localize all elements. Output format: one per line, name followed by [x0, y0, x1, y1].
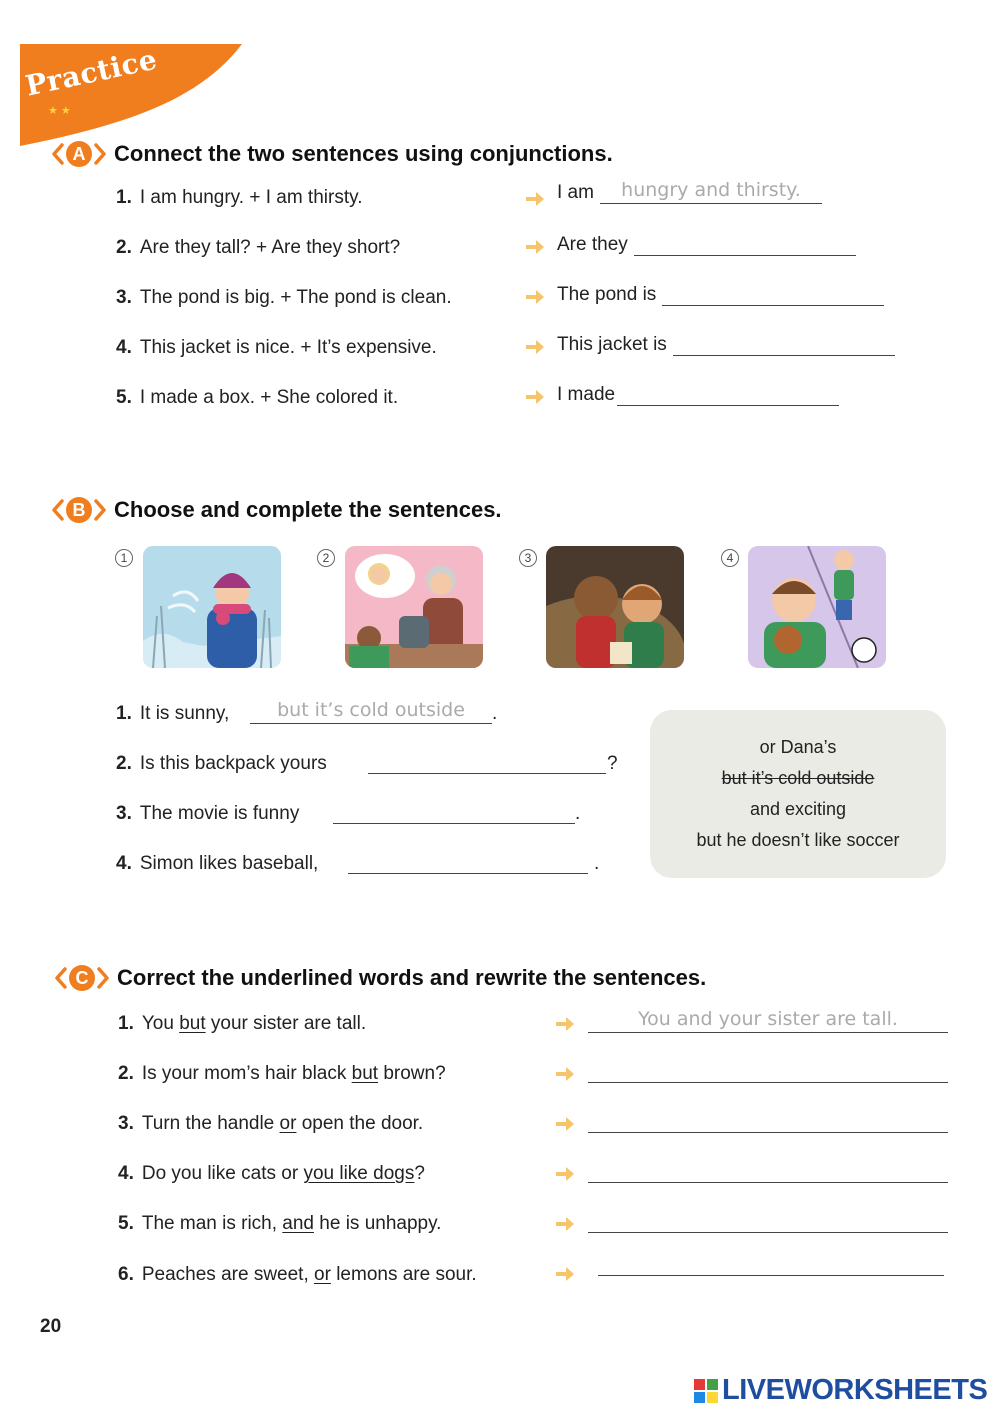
c-answer-blank-1[interactable]: You and your sister are tall. — [588, 1007, 948, 1033]
arrow-icon — [525, 389, 545, 405]
a-answer-1: I am hungry and thirsty. — [557, 180, 822, 204]
a-answer-5: I made — [557, 382, 839, 406]
c-question-2: 2. Is your mom’s hair black but brown? — [118, 1063, 446, 1084]
b-question-2: 2. Is this backpack yours — [116, 753, 327, 774]
picture-number-2: 2 — [317, 549, 335, 567]
c-question-5: 5. The man is rich, and he is unhappy. — [118, 1213, 442, 1234]
a-answer-blank-5[interactable] — [617, 382, 839, 406]
arrow-icon — [555, 1266, 575, 1282]
arrow-icon — [555, 1216, 575, 1232]
c-answer-blank-2[interactable] — [588, 1057, 948, 1083]
c-question-1: 1. You but your sister are tall. — [118, 1013, 367, 1034]
section-b-title: Choose and complete the sentences. — [114, 497, 502, 522]
c-question-4: 4. Do you like cats or you like dogs? — [118, 1163, 425, 1184]
b-question-1: 1. It is sunny, — [116, 703, 230, 724]
b-answer-blank-2[interactable] — [368, 748, 606, 774]
section-b-header — [52, 496, 502, 524]
b-answer-blank-4[interactable] — [348, 848, 588, 874]
a-question-3: 3. The pond is big. + The pond is clean. — [116, 287, 452, 308]
a-question-5: 5. I made a box. + She colored it. — [116, 387, 399, 408]
word-option-4[interactable]: but he doesn’t like soccer — [696, 830, 900, 850]
picture-number-3: 3 — [519, 549, 537, 567]
star-icon: ★ ★ — [48, 105, 71, 117]
b-answer-blank-1[interactable]: but it’s cold outside — [250, 698, 492, 724]
picture-number-1: 1 — [115, 549, 133, 567]
b-end-4: . — [594, 853, 600, 874]
section-a-header — [52, 140, 613, 168]
section-a-title: Connect the two sentences using conjunctions. — [114, 141, 613, 166]
arrow-icon — [555, 1116, 575, 1132]
b-end-3: . — [575, 803, 581, 824]
section-b-badge: B — [52, 496, 106, 524]
word-option-3[interactable]: and exciting — [749, 799, 847, 819]
word-option-1[interactable]: or Dana’s — [759, 737, 837, 757]
word-option-2[interactable]: but it’s cold outside — [721, 768, 875, 788]
section-c-badge: C — [55, 964, 109, 992]
arrow-icon — [555, 1166, 575, 1182]
arrow-icon — [525, 289, 545, 305]
a-answer-4: This jacket is — [557, 332, 895, 356]
a-answer-3: The pond is — [557, 282, 884, 306]
arrow-icon — [555, 1016, 575, 1032]
a-question-2: 2. Are they tall? + Are they short? — [116, 237, 401, 258]
a-answer-blank-3[interactable] — [662, 282, 884, 306]
b-answer-blank-3[interactable] — [333, 798, 575, 824]
picture-movie — [546, 546, 684, 668]
picture-number-4: 4 — [721, 549, 739, 567]
b-question-3: 3. The movie is funny — [116, 803, 300, 824]
a-answer-blank-4[interactable] — [673, 332, 895, 356]
picture-baseball — [748, 546, 886, 668]
c-answer-blank-5[interactable] — [588, 1207, 948, 1233]
a-answer-blank-2[interactable] — [634, 232, 856, 256]
c-question-3: 3. Turn the handle or open the door. — [118, 1113, 424, 1134]
arrow-icon — [525, 239, 545, 255]
banner-title: Practice — [22, 42, 160, 103]
c-question-6: 6. Peaches are sweet, or lemons are sour. — [118, 1264, 477, 1285]
a-question-4: 4. This jacket is nice. + It’s expensive. — [116, 337, 437, 358]
liveworksheets-logo — [694, 1374, 987, 1407]
arrow-icon — [555, 1066, 575, 1082]
c-answer-blank-3[interactable] — [588, 1107, 948, 1133]
c-answer-blank-6[interactable] — [598, 1250, 944, 1276]
b-end-2: ? — [607, 753, 618, 774]
section-c-title: Correct the underlined words and rewrite the sentences. — [117, 965, 707, 990]
b-question-4: 4. Simon likes baseball, — [116, 853, 319, 874]
c-answer-blank-4[interactable] — [588, 1157, 948, 1183]
a-question-1: 1. I am hungry. + I am thirsty. — [116, 187, 363, 208]
arrow-icon — [525, 339, 545, 355]
word-box — [650, 710, 946, 878]
logo-text: LIVEWORKSHEETS — [722, 1374, 988, 1406]
b-end-1: . — [492, 703, 498, 724]
picture-cold-girl — [143, 546, 281, 668]
page-number: 20 — [40, 1316, 62, 1337]
section-a-badge: A — [52, 140, 106, 168]
picture-backpack — [345, 546, 483, 668]
a-answer-2: Are they — [557, 232, 856, 256]
arrow-icon — [525, 191, 545, 207]
logo-grid-icon — [694, 1379, 718, 1403]
section-c-header — [55, 964, 706, 992]
a-answer-blank-1[interactable]: hungry and thirsty. — [600, 180, 822, 204]
